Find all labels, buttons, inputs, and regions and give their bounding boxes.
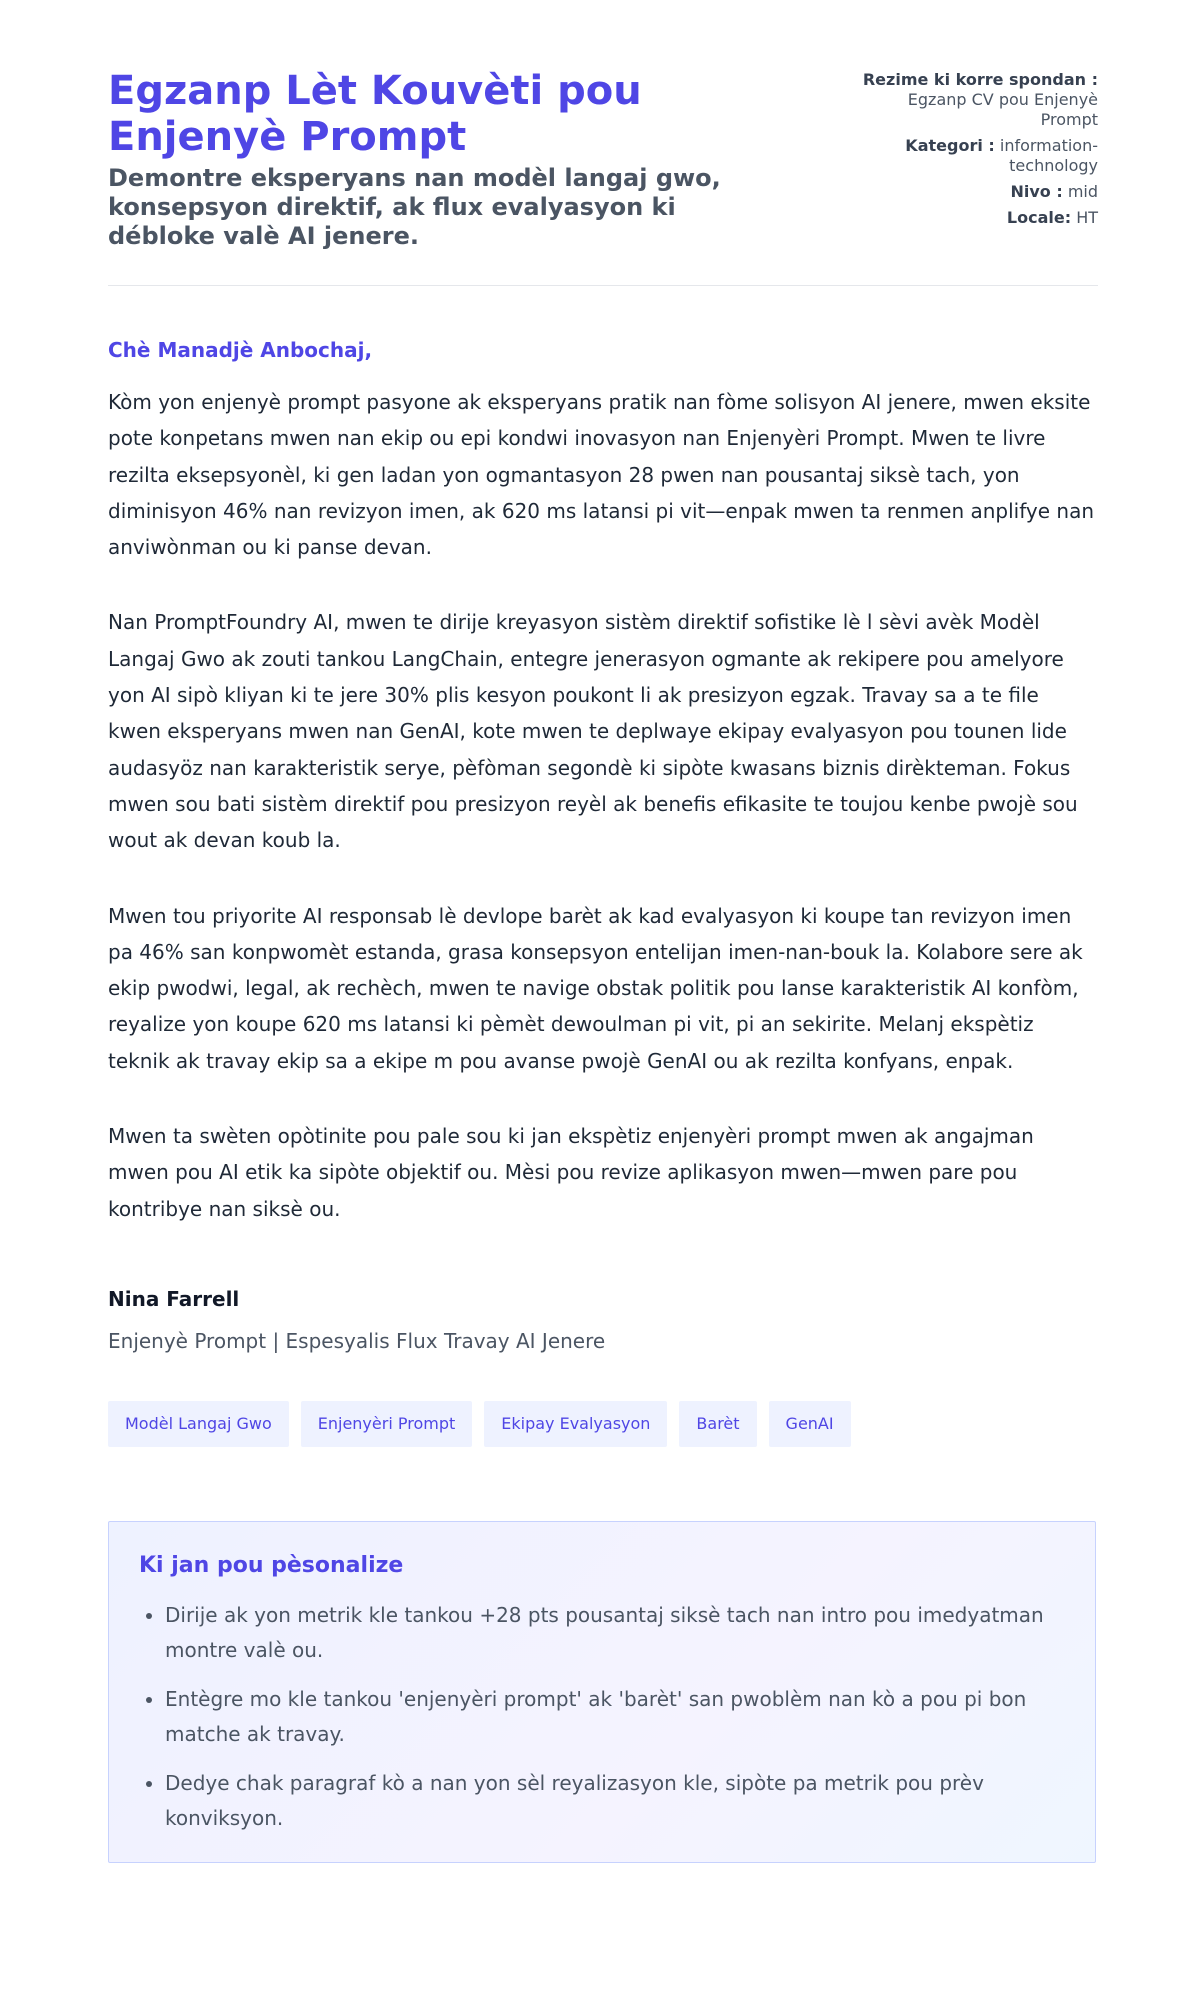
header-titles xyxy=(108,64,788,251)
skill-tag: Ekipay Evalyasyon xyxy=(484,1401,667,1447)
meta-resume xyxy=(848,70,1098,130)
meta-category-label: Kategori : xyxy=(905,136,995,155)
meta-panel xyxy=(848,70,1098,234)
tip-item: • Entègre mo kle tankou 'enjenyèri prompt' ak 'barèt' san pwoblèm nan kò a pou pi bon matche ak travay. xyxy=(165,1682,1065,1752)
letter-body xyxy=(108,384,1098,1227)
skill-tag: Modèl Langaj Gwo xyxy=(108,1401,289,1447)
tips-title: Ki jan pou pèsonalize xyxy=(139,1552,404,1578)
signature-role: Enjenyè Prompt | Espesyalis Flux Travay AI Jenere xyxy=(108,1328,606,1353)
letter-paragraph: Kòm yon enjenyè prompt pasyone ak eksperyans pratik nan fòme solisyon AI jenere, mwen eksite pote konpetans mwen nan ekip ou epi kondwi inovasyon nan Enjenyèri Prompt. Mwen te livre rezilta eksepsyonèl, ki gen ladan yon ogmantasyon 28 pwen nan pousantaj siksè tach, yon diminisyon 46% nan revizyon imen, ak 620 ms latansi pi vit—enpak mwen ta renmen anplifye nan anviwònman ou ki panse devan. xyxy=(108,390,1095,560)
tip-item: • Dedye chak paragraf kò a nan yon sèl reyalizasyon kle, sipòte pa metrik pou prèv konviksyon. xyxy=(165,1766,1065,1836)
page-title: Egzanp Lèt Kouvèti pou Enjenyè Prompt xyxy=(108,68,642,160)
tip-item: • Dirije ak yon metrik kle tankou +28 pts pousantaj siksè tach nan intro pou imedyatman montre valè ou. xyxy=(165,1598,1065,1668)
page-content xyxy=(108,64,1098,1863)
meta-locale-value: HT xyxy=(1076,208,1098,227)
meta-level-value: mid xyxy=(1067,182,1098,201)
meta-level xyxy=(848,182,1098,202)
meta-resume-label: Rezime ki korre spondan : xyxy=(862,70,1098,89)
page-subtitle: Demontre eksperyans nan modèl langaj gwo, konsepsyon direktif, ak flux evalyasyon ki débloke valè AI jenere. xyxy=(108,164,721,250)
letter-paragraph: Mwen tou priyorite AI responsab lè devlope barèt ak kad evalyasyon ki koupe tan revizyon imen pa 46% san konpwomèt estanda, grasa konsepsyon entelijan imen-nan-bouk la. Kolabore sere ak ekip pwodwi, legal, ak rechèch, mwen te navige obstak politik pou lanse karakteristik AI konfòm, reyalize yon koupe 620 ms latansi ki pèmèt dewoulman pi vit, pi an sekirite. Melanj ekspètiz teknik ak travay ekip sa a ekipe m pou avanse pwojè GenAI ou ak rezilta konfyans, enpak. xyxy=(108,903,1083,1073)
meta-resume-value: Egzanp CV pou Enjenyè Prompt xyxy=(907,90,1098,129)
skill-tag: Barèt xyxy=(679,1401,756,1447)
tips-list xyxy=(139,1598,1065,1836)
signature-name: Nina Farrell xyxy=(108,1286,240,1311)
customization-tips-box xyxy=(108,1521,1096,1863)
meta-locale-label: Locale: xyxy=(1006,208,1072,227)
skill-tags xyxy=(108,1401,1098,1447)
meta-locale xyxy=(848,208,1098,228)
skill-tag: Enjenyèri Prompt xyxy=(301,1401,473,1447)
meta-level-label: Nivo : xyxy=(1010,182,1063,201)
letter-greeting: Chè Manadjè Anbochaj, xyxy=(108,338,373,362)
letter-paragraph: Mwen ta swèten opòtinite pou pale sou ki jan ekspètiz enjenyèri prompt mwen ak angajman mwen pou AI etik ka sipòte objektif ou. Mèsi pou revize aplikasyon mwen—mwen pare pou kontribye nan siksè ou. xyxy=(108,1124,1034,1221)
skill-tag: GenAI xyxy=(769,1401,851,1447)
meta-category xyxy=(848,136,1098,176)
meta-category-value: information-technology xyxy=(999,136,1098,175)
letter-paragraph: Nan PromptFoundry AI, mwen te dirije kreyasyon sistèm direktif sofistike lè l sèvi avèk Modèl Langaj Gwo ak zouti tankou LangChain, entegre jenerasyon ogmante ak rekipere pou amelyore yon AI sipò kliyan ki te jere 30% plis kesyon poukont li ak presizyon egzak. Travay sa a te file kwen eksperyans mwen nan GenAI, kote mwen te deplwaye ekipay evalyasyon pou tounen lide audasyöz nan karakteristik serye, pèfòman segondè ki sipòte kwasans biznis dirèkteman. Fokus mwen sou bati sistèm direktif pou presizyon reyèl ak benefis efikasite te toujou kenbe pwojè sou wout ak devan koub la. xyxy=(108,610,1078,853)
header-divider xyxy=(108,285,1098,286)
header xyxy=(108,64,1098,251)
